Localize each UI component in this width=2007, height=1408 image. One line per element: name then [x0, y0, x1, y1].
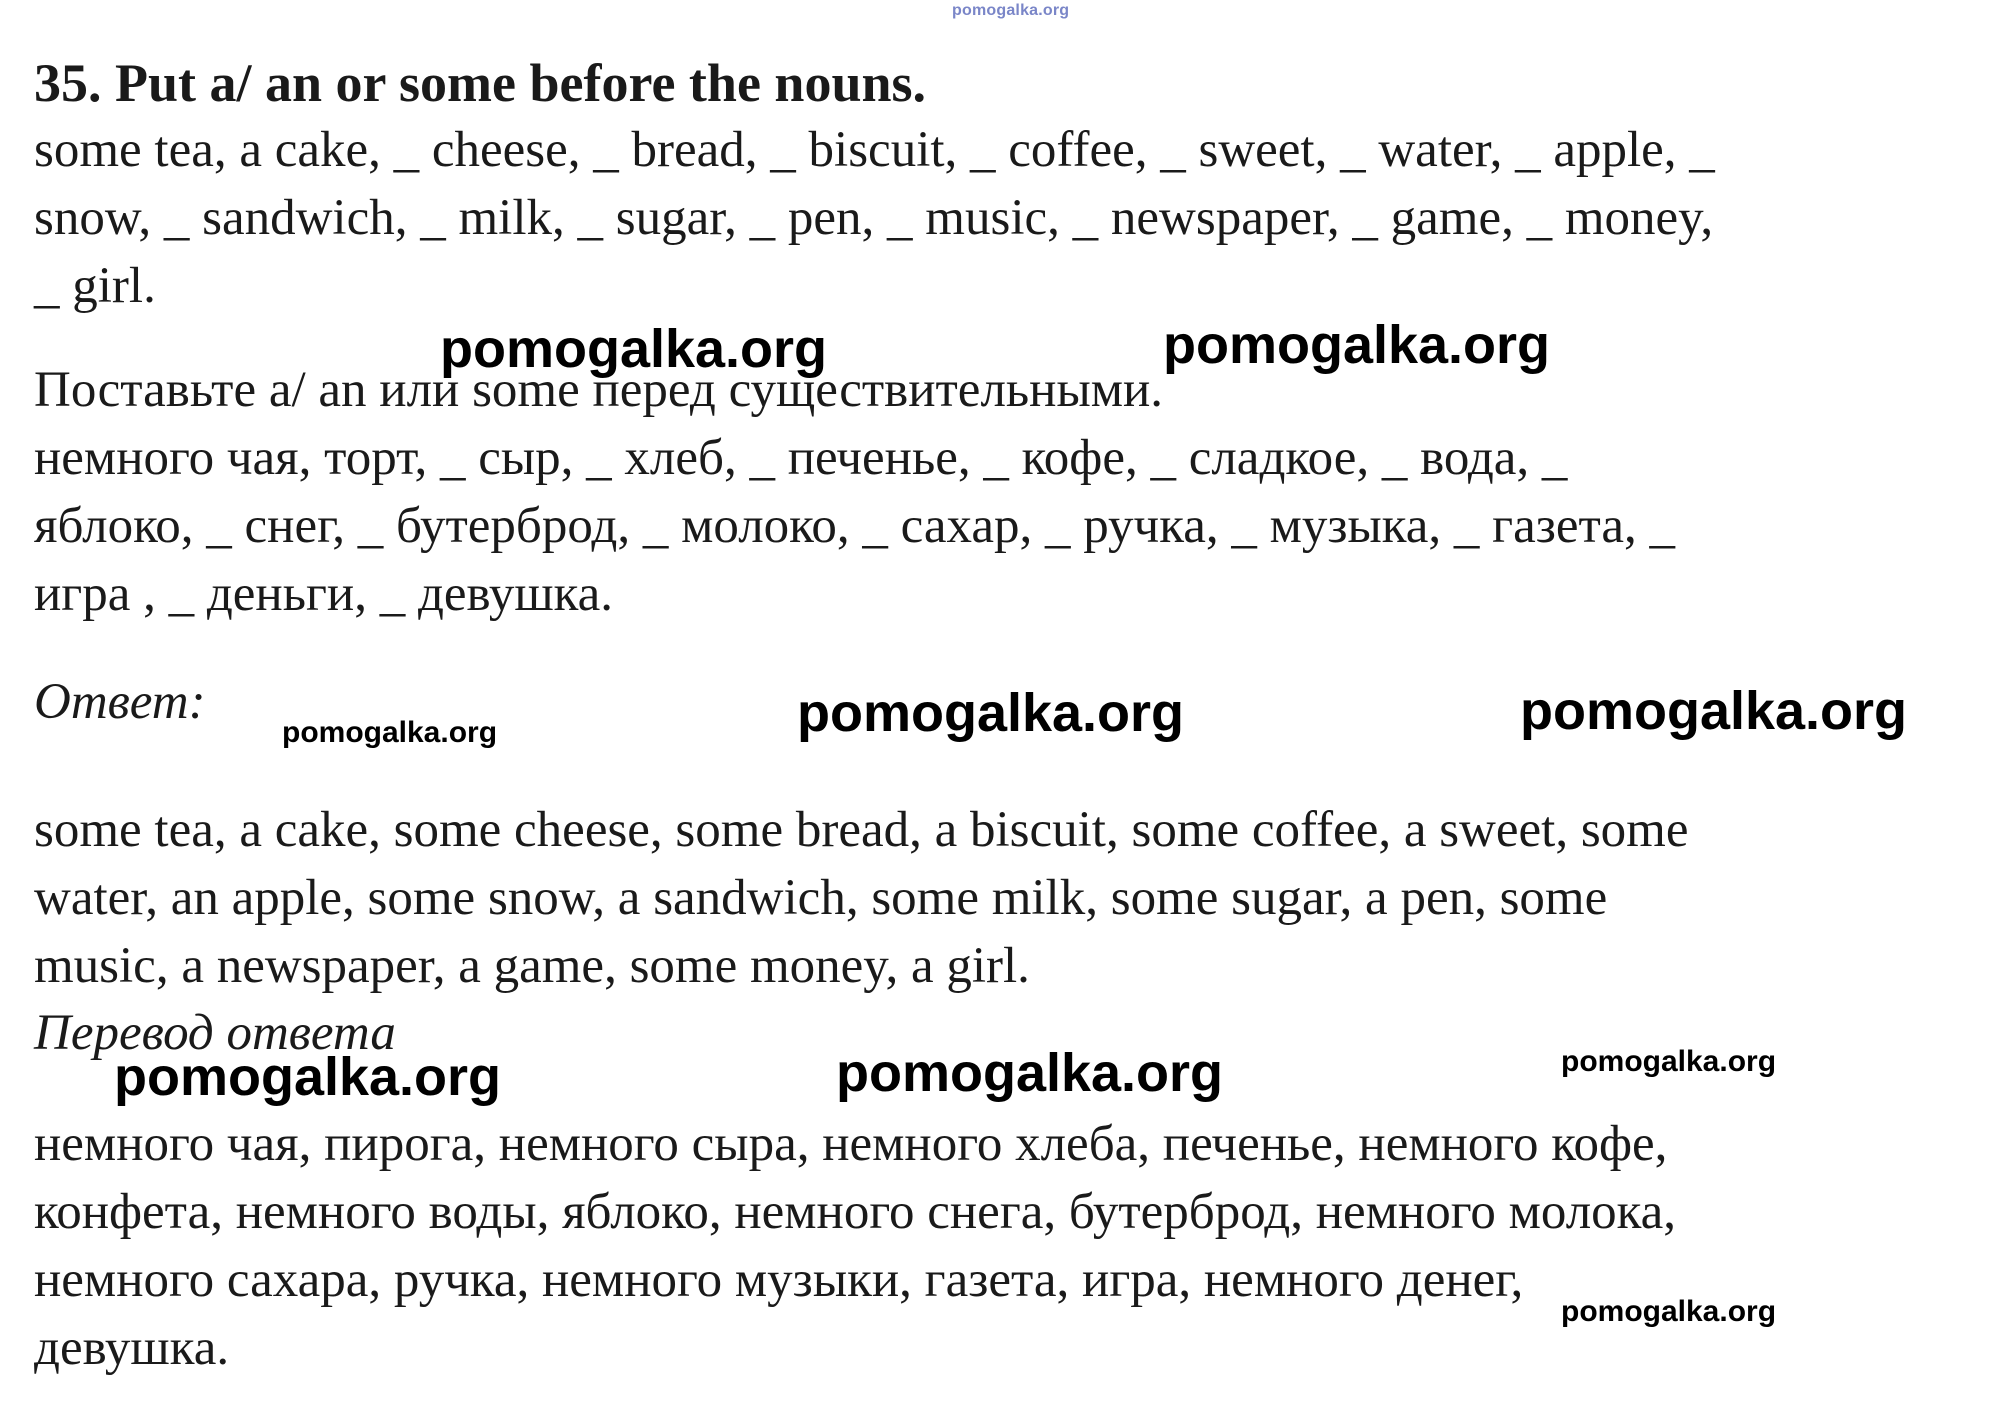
- answer-line: water, an apple, some snow, a sandwich, some milk, some sugar, a pen, some: [34, 870, 1608, 926]
- english-line: some tea, a cake, _ cheese, _ bread, _ biscuit, _ coffee, _ sweet, _ water, _ apple, _: [34, 122, 1715, 178]
- answer-label: Ответ:: [34, 674, 206, 730]
- answer-line: some tea, a cake, some cheese, some bread, a biscuit, some coffee, a sweet, some: [34, 802, 1689, 858]
- translation-line: немного чая, пирога, немного сыра, немного хлеба, печенье, немного кофе,: [34, 1116, 1668, 1172]
- answer-line: music, a newspaper, a game, some money, a girl.: [34, 938, 1030, 994]
- russian-line: яблоко, _ снег, _ бутерброд, _ молоко, _ сахар, _ ручка, _ музыка, _ газета, _: [34, 498, 1676, 554]
- watermark: pomogalka.org: [1561, 1045, 1777, 1078]
- watermark: pomogalka.org: [1520, 681, 1908, 741]
- watermark: pomogalka.org: [282, 716, 498, 749]
- watermark: pomogalka.org: [114, 1047, 502, 1107]
- translation-line: девушка.: [34, 1320, 230, 1376]
- translation-text: [34, 1110, 1984, 1382]
- watermark: pomogalka.org: [440, 319, 828, 379]
- exercise-title: 35. Put a/ an or some before the nouns.: [34, 53, 927, 113]
- translation-line: конфета, немного воды, яблоко, немного снега, бутерброд, немного молока,: [34, 1184, 1677, 1240]
- russian-title: Поставьте a/ an или some перед существительными.: [34, 362, 1164, 418]
- answer-text: [34, 796, 1984, 1000]
- russian-task-text: [34, 356, 1984, 628]
- watermark: pomogalka.org: [1561, 1295, 1777, 1328]
- english-line: _ girl.: [34, 258, 156, 314]
- russian-line: немного чая, торт, _ сыр, _ хлеб, _ печенье, _ кофе, _ сладкое, _ вода, _: [34, 430, 1568, 486]
- top-watermark: pomogalka.org: [952, 2, 1070, 19]
- watermark: pomogalka.org: [797, 683, 1185, 743]
- translation-label: Перевод ответа: [34, 1005, 396, 1061]
- watermark: pomogalka.org: [836, 1043, 1224, 1103]
- english-task-text: [34, 116, 1984, 320]
- translation-line: немного сахара, ручка, немного музыки, газета, игра, немного денег,: [34, 1252, 1524, 1308]
- english-line: snow, _ sandwich, _ milk, _ sugar, _ pen, _ music, _ newspaper, _ game, _ money,: [34, 190, 1714, 246]
- watermark: pomogalka.org: [1163, 315, 1551, 375]
- russian-line: игра , _ деньги, _ девушка.: [34, 566, 614, 622]
